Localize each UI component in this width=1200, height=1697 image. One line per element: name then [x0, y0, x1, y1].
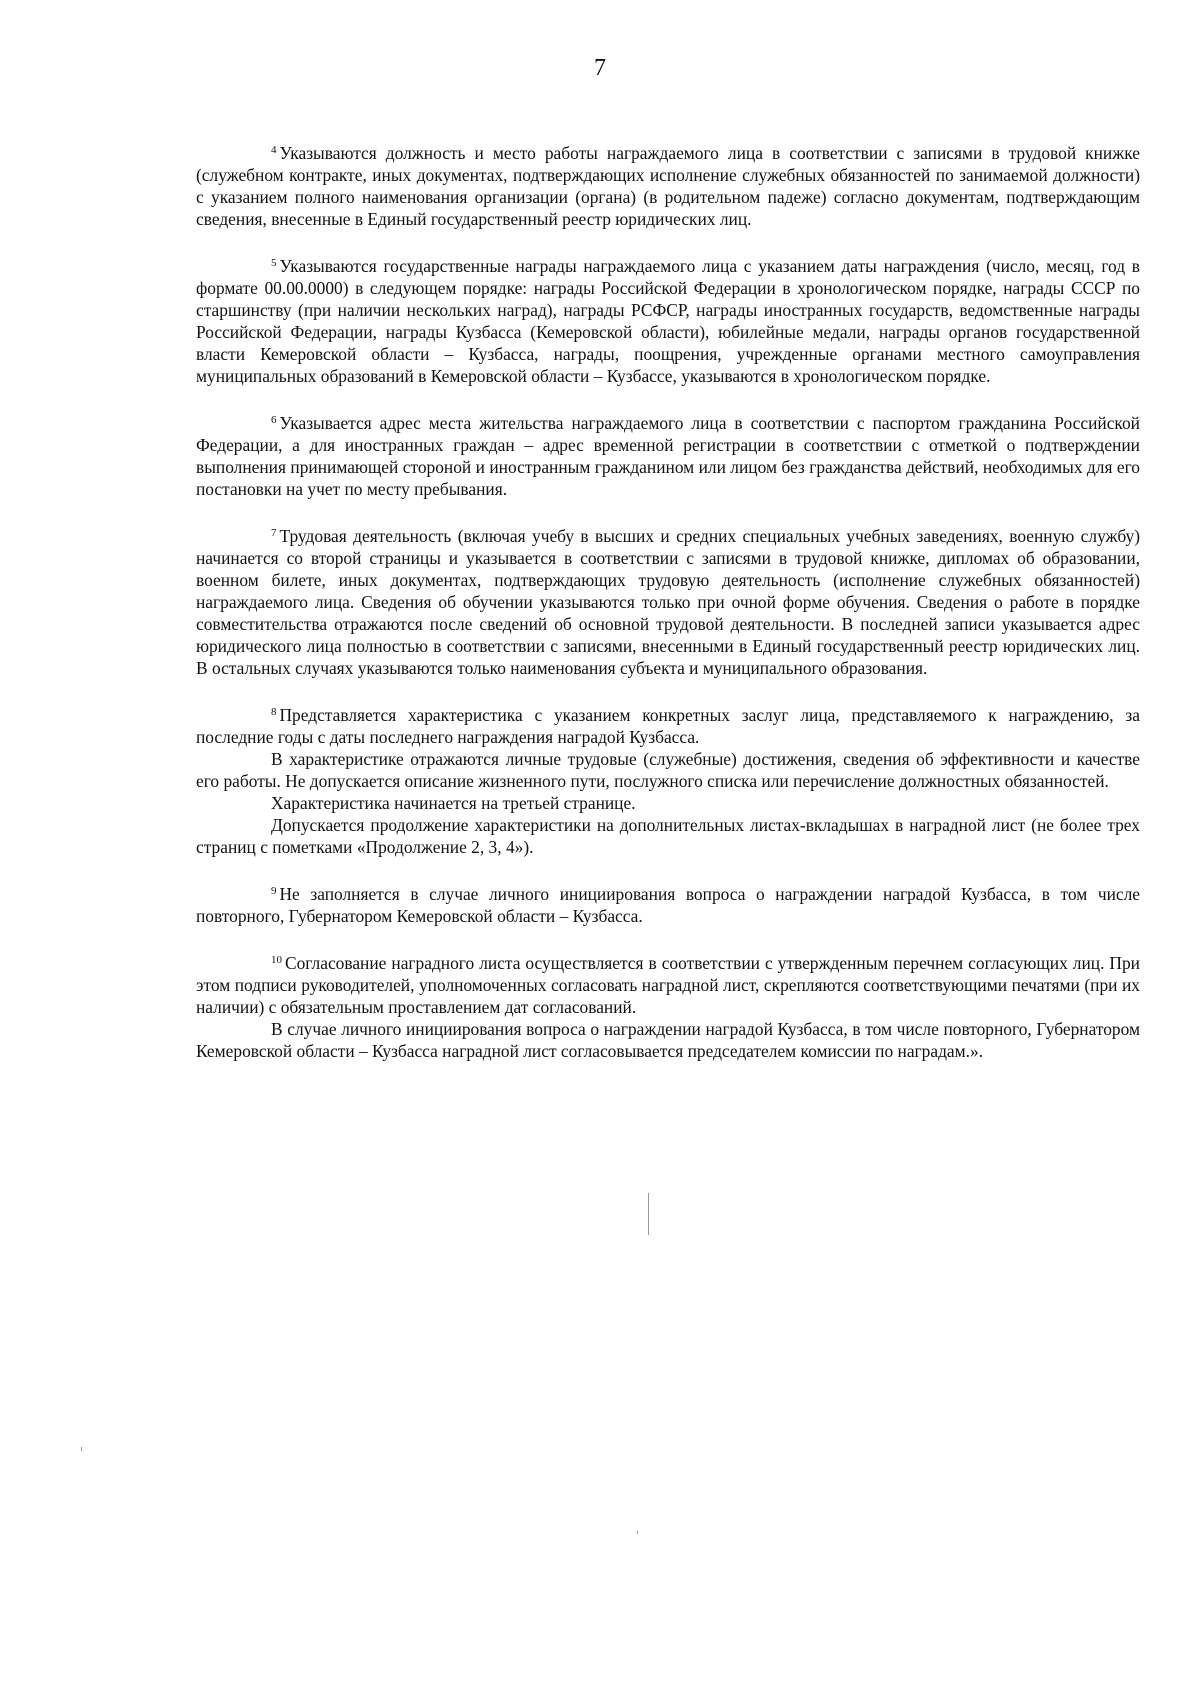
footnote-paragraph: Характеристика начинается на третьей странице. — [271, 793, 636, 813]
footnote-text: Указываются должность и место работы награждаемого лица в соответствии с записями в трудовой книжке (служебном контракте, иных документах, подтверждающих исполнение служебных обязанностей по занимаемой должности) с указанием полного наименования организации (органа) (в родительном падеже) согласно документам, подтверждающим сведения, внесенные в Единый государственный реестр юридических лиц. — [196, 143, 1140, 229]
footnote-marker: 7 — [271, 527, 277, 539]
footnote-marker: 10 — [271, 954, 282, 966]
footnote-marker: 6 — [271, 414, 277, 426]
footnote-7 — [196, 525, 1140, 679]
footnote-paragraph — [196, 412, 1140, 500]
footnote-marker: 4 — [271, 144, 277, 156]
footnote-paragraph — [196, 883, 1140, 927]
footnote-paragraph: Допускается продолжение характеристики на дополнительных листах-вкладышах в наградной лист (не более трех страниц с пометками «Продолжение 2, 3, 4»). — [196, 815, 1140, 857]
footnote-9 — [196, 883, 1140, 927]
footnote-text: Трудовая деятельность (включая учебу в высших и средних специальных учебных заведениях, военную службу) начинается со второй страницы и указывается в соответствии с записями в трудовой книжке, дипломах об образовании, военном билете, иных документах, подтверждающих трудовую деятельность (исполнение служебных обязанностей) награждаемого лица. Сведения об обучении указываются только при очной форме обучения. Сведения о работе в порядке совместительства отражаются после сведений об основной трудовой деятельности. В последней записи указывается адрес юридического лица полностью в соответствии с записями, внесенными в Единый государственный реестр юридических лиц. В остальных случаях указываются только наименования субъекта и муниципального образования. — [196, 526, 1140, 678]
footnote-marker: 8 — [271, 706, 277, 718]
footnote-4 — [196, 142, 1140, 230]
footnote-text: Указываются государственные награды награждаемого лица с указанием даты награждения (число, месяц, год в формате 00.00.0000) в следующем порядке: награды Российской Федерации в хронологическом порядке, награды СССР по старшинству (при наличии нескольких наград), награды РСФСР, награды иностранных государств, ведомственные награды Российской Федерации, награды Кузбасса (Кемеровской области), юбилейные медали, награды органов государственной власти Кемеровской области – Кузбасса, награды, поощрения, учрежденные органами местного самоуправления муниципальных образований в Кемеровской области – Кузбассе, указываются в хронологическом порядке. — [196, 256, 1140, 386]
footnote-paragraph — [196, 142, 1140, 230]
footnote-8 — [196, 704, 1140, 858]
scan-artifact — [648, 1193, 649, 1235]
footnotes — [196, 142, 1140, 1087]
footnote-6 — [196, 412, 1140, 500]
scan-artifact — [637, 1531, 638, 1534]
footnote-marker: 5 — [271, 257, 277, 269]
footnote-10 — [196, 952, 1140, 1062]
footnote-text: Согласование наградного листа осуществляется в соответствии с утвержденным перечнем согласующих лиц. При этом подписи руководителей, уполномоченных согласовать наградной лист, скрепляются соответствующими печатями (при их наличии) с обязательным проставлением дат согласований. — [196, 953, 1140, 1017]
page-number: 7 — [594, 55, 606, 81]
footnote-text: Представляется характеристика с указанием конкретных заслуг лица, представляемого к награждению, за последние годы с даты последнего награждения наградой Кузбасса. — [196, 705, 1140, 747]
footnote-paragraph — [196, 525, 1140, 679]
footnote-text: Не заполняется в случае личного инициирования вопроса о награждении наградой Кузбасса, в том числе повторного, Губернатором Кемеровской области – Кузбасса. — [196, 884, 1140, 926]
footnote-paragraph — [196, 952, 1140, 1018]
footnote-text: Указывается адрес места жительства награждаемого лица в соответствии с паспортом гражданина Российской Федерации, а для иностранных граждан – адрес временной регистрации в соответствии с отметкой о подтверждении выполнения принимающей стороной и иностранным гражданином или лицом без гражданства действий, необходимых для его постановки на учет по месту пребывания. — [196, 413, 1140, 499]
footnote-marker: 9 — [271, 885, 277, 897]
footnote-paragraph: В случае личного инициирования вопроса о награждении наградой Кузбасса, в том числе повторного, Губернатором Кемеровской области – Кузбасса наградной лист согласовывается председателем комиссии по наградам.». — [196, 1019, 1140, 1061]
footnote-paragraph — [196, 255, 1140, 387]
scan-artifact — [81, 1447, 82, 1451]
footnote-paragraph — [196, 704, 1140, 748]
footnote-5 — [196, 255, 1140, 387]
footnote-paragraph: В характеристике отражаются личные трудовые (служебные) достижения, сведения об эффективности и качестве его работы. Не допускается описание жизненного пути, послужного списка или перечисление должностных обязанностей. — [196, 749, 1140, 791]
